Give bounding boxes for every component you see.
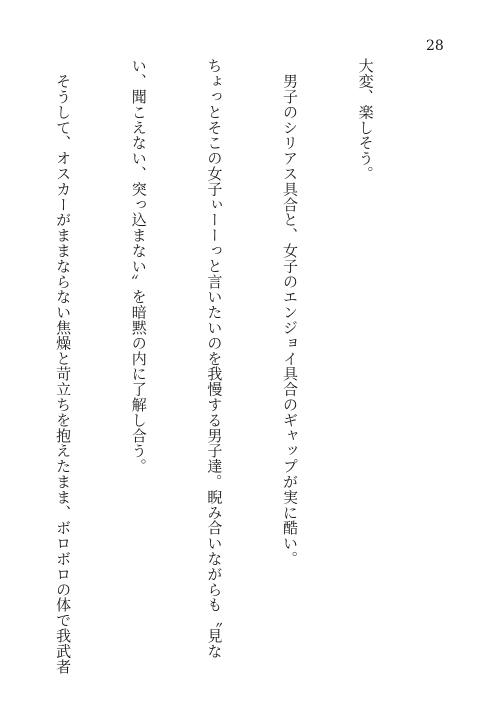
text-line: ちょっとそこの女子ぃーーっと言いたいのを我慢する男子達。睨み合いながらも〝見な <box>205 58 224 659</box>
text-line: い、聞こえない、突っ込まない〟を暗黙の内に了解し合う。 <box>129 58 148 474</box>
body-text <box>36 58 428 698</box>
page-number: 28 <box>426 38 444 54</box>
text-line: 男子のシリアス具合と、女子のエンジョイ具合のギャップが実に酷い。 <box>280 58 299 567</box>
text-line: そうして、オスカーがままならない焦燥と苛立ちを抱えたまま、ボロボロの体で我武者 <box>54 58 73 674</box>
text-line: 大変、楽しそう。 <box>356 58 375 182</box>
